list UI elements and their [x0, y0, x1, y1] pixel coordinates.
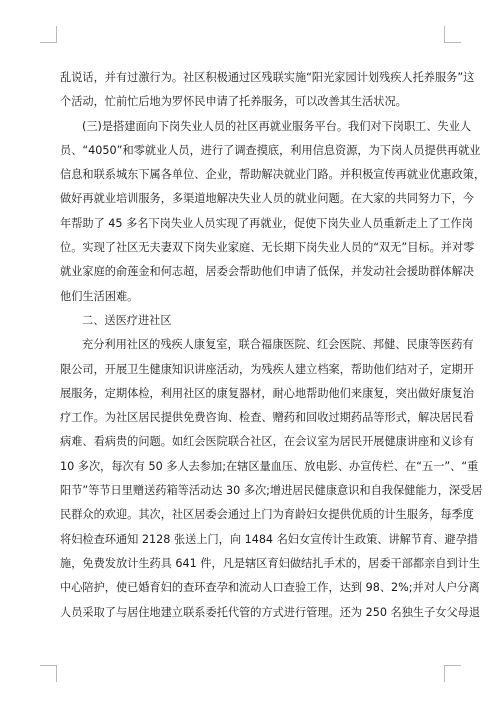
text-line: 做好再就业培训服务，多渠道地解决失业人员的就业问题。在大家的共同努力下，今 [60, 192, 474, 206]
text-line: 将妇检查环通知 2128 张送上门，向 1484 名妇女宣传计生政策、讲解节育、避孕措 [60, 532, 478, 546]
text-line: 员、“4050”和零就业人员，进行了调查摸底，利用信息资源，为下岗人员提供再就业 [60, 143, 481, 157]
text-line: 个活动，忙前忙后地为罗怀民申请了托养服务，可以改善其生活状况。 [60, 95, 407, 109]
text-line: 就业家庭的俞莲金和何志超，居委会帮助他们申请了低保，并发动社会援助群体解决 [60, 265, 474, 279]
text-line: 民群众的欢迎。其次，社区居委会通过上门为育龄妇女提供优质的计生服务，每季度 [60, 508, 474, 522]
text-line: 施，免费发放计生药具 641 件，凡是辖区育妇做结扎手术的，居委干部都亲自到计生 [60, 556, 481, 570]
text-line: 充分利用社区的残疾人康复室，联合福康医院、红会医院、邦健、民康等医药有 [82, 338, 474, 352]
text-line: (三)是搭建面向下岗失业人员的社区再就业服务平台。我们对下岗职工、失业人 [82, 119, 472, 133]
text-line: 疗工作。为社区居民提供免费咨询、检查、赠药和回收过期药品等形式，解决居民看 [60, 411, 474, 425]
text-line: 位。实现了社区无夫妻双下岗失业家庭、无长期下岗失业人员的“双无”目标。并对零 [60, 241, 475, 255]
crop-mark-top-right [444, 26, 461, 43]
text-line: 人员采取了与居住地建立联系委托代管的方式进行管理。还为 250 名独生子女父母退 [60, 605, 481, 619]
text-line: 阳节”等节日里赠送药箱等活动达 30 多次;增进居民健康意识和自我保健能力，深受居 [60, 484, 483, 498]
text-line: 二、送医疗进社区 [82, 313, 172, 327]
text-line: 年帮助了 45 多名下岗失业人员实现了再就业，促使下岗失业人员重新走上了工作岗 [60, 216, 473, 230]
text-line: 限公司，开展卫生健康知识讲座活动，为残疾人建立档案，帮助他们结对子，定期开 [60, 362, 474, 376]
text-line: 病难、看病贵的问题。如红会医院联合社区，在会议室为居民开展健康讲座和义诊有 [60, 435, 474, 449]
text-line: 中心陪护，使已婚育妇的查环查孕和流动人口查验工作，达到 98、2%;并对人户分离 [60, 581, 480, 595]
crop-mark-top-left [40, 26, 57, 43]
text-line: 10 多次，每次有 50 多人去参加;在辖区量血压、放电影、办宣传栏、在“五一”、“重 [60, 459, 479, 473]
crop-mark-bottom-right [444, 665, 461, 682]
crop-mark-bottom-left [40, 665, 57, 682]
text-line: 展服务，定期体检，利用社区的康复器材，耐心地帮助他们来康复，突出做好康复治 [60, 386, 474, 400]
text-line: 他们生活困难。 [60, 289, 139, 303]
text-line: 乱说话，并有过激行为。社区积极通过区残联实施“阳光家园计划残疾人托养服务”这 [60, 71, 475, 84]
document-body [60, 66, 486, 625]
text-line: 信息和联系城东下属各单位、企业，帮助解决就业门路。并积极宣传再就业优惠政策， [60, 168, 486, 182]
